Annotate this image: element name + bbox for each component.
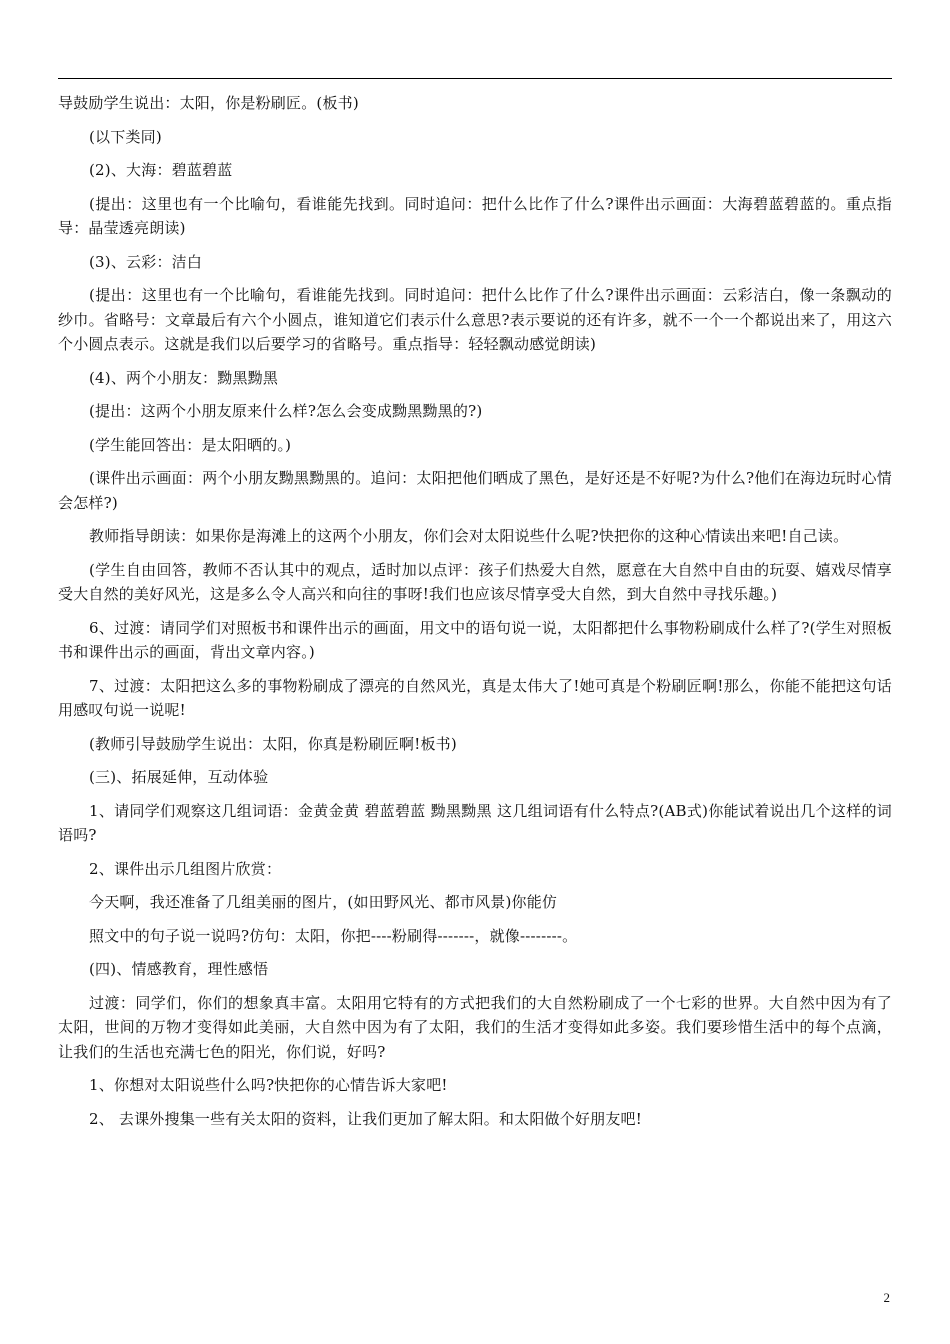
paragraph: (课件出示画面：两个小朋友黝黑黝黑的。追问：太阳把他们晒成了黑色，是好还是不好呢?为什么?他们在海边玩时心情会怎样?) xyxy=(58,469,892,512)
paragraph: (三)、拓展延伸，互动体验 xyxy=(89,768,269,786)
document-body xyxy=(58,91,892,1140)
paragraph: (教师引导鼓励学生说出：太阳，你真是粉刷匠啊!板书) xyxy=(89,734,457,753)
paragraph: 2、 去课外搜集一些有关太阳的资料，让我们更加了解太阳。和太阳做个好朋友吧! xyxy=(89,1109,642,1128)
paragraph: 1、请同学们观察这几组词语：金黄金黄 碧蓝碧蓝 黝黑黝黑 这几组词语有什么特点?(AB式)你能试着说出几个这样的词语吗? xyxy=(58,801,892,844)
paragraph: (4)、两个小朋友：黝黑黝黑 xyxy=(89,368,279,387)
paragraph: (提出：这两个小朋友原来什么样?怎么会变成黝黑黝黑的?) xyxy=(89,402,483,420)
paragraph: (学生能回答出：是太阳晒的。) xyxy=(89,435,292,454)
paragraph: (学生自由回答，教师不否认其中的观点，适时加以点评：孩子们热爱大自然，愿意在大自然中自由的玩耍、嬉戏尽情享受大自然的美好风光，这是多么令人高兴和向往的事呀!我们也应该尽情享受大自然，到大自然中寻找乐趣。) xyxy=(58,560,892,603)
header-rule xyxy=(58,78,892,79)
paragraph: 照文中的句子说一说吗?仿句：太阳，你把----粉刷得-------，就像--------。 xyxy=(89,926,578,945)
paragraph: 教师指导朗读：如果你是海滩上的这两个小朋友，你们会对太阳说些什么呢?快把你的这种心情读出来吧!自己读。 xyxy=(89,527,849,545)
paragraph: 2、课件出示几组图片欣赏： xyxy=(89,859,282,878)
paragraph: (提出：这里也有一个比喻句，看谁能先找到。同时追问：把什么比作了什么?课件出示画面：云彩洁白，像一条飘动的纱巾。省略号：文章最后有六个小圆点，谁知道它们表示什么意思?表示要说的还有许多，就不一个一个都说出来了，用这六个小圆点表示。这就是我们以后要学习的省略号。重点指导：轻轻飘动感觉朗读) xyxy=(58,286,892,353)
paragraph: 过渡：同学们，你们的想象真丰富。太阳用它特有的方式把我们的大自然粉刷成了一个七彩的世界。大自然中因为有了太阳，世间的万物才变得如此美丽，大自然中因为有了太阳，我们的生活才变得如此多姿。我们要珍惜生活中的每个点滴，让我们的生活也充满七色的阳光，你们说，好吗? xyxy=(58,993,892,1061)
paragraph: 6、过渡：请同学们对照板书和课件出示的画面，用文中的语句说一说，太阳都把什么事物粉刷成什么样了?(学生对照板书和课件出示的画面，背出文章内容。) xyxy=(58,618,892,661)
page-number: 2 xyxy=(883,1290,890,1305)
paragraph: 今天啊，我还准备了几组美丽的图片，(如田野风光、都市风景)你能仿 xyxy=(89,893,558,911)
paragraph: 导鼓励学生说出：太阳，你是粉刷匠。(板书) xyxy=(58,94,359,112)
paragraph: 1、你想对太阳说些什么吗?快把你的心情告诉大家吧! xyxy=(89,1076,448,1094)
paragraph: (四)、情感教育，理性感悟 xyxy=(89,960,269,978)
paragraph: (3)、云彩：洁白 xyxy=(89,252,203,271)
paragraph: 7、过渡：太阳把这么多的事物粉刷成了漂亮的自然风光，真是太伟大了!她可真是个粉刷匠啊!那么，你能不能把这句话用感叹句说一说呢! xyxy=(58,676,892,719)
paragraph: (以下类同) xyxy=(89,127,162,146)
paragraph: (2)、大海：碧蓝碧蓝 xyxy=(89,161,233,179)
paragraph: (提出：这里也有一个比喻句，看谁能先找到。同时追问：把什么比作了什么?课件出示画面：大海碧蓝碧蓝的。重点指导：晶莹透亮朗读) xyxy=(58,194,892,237)
